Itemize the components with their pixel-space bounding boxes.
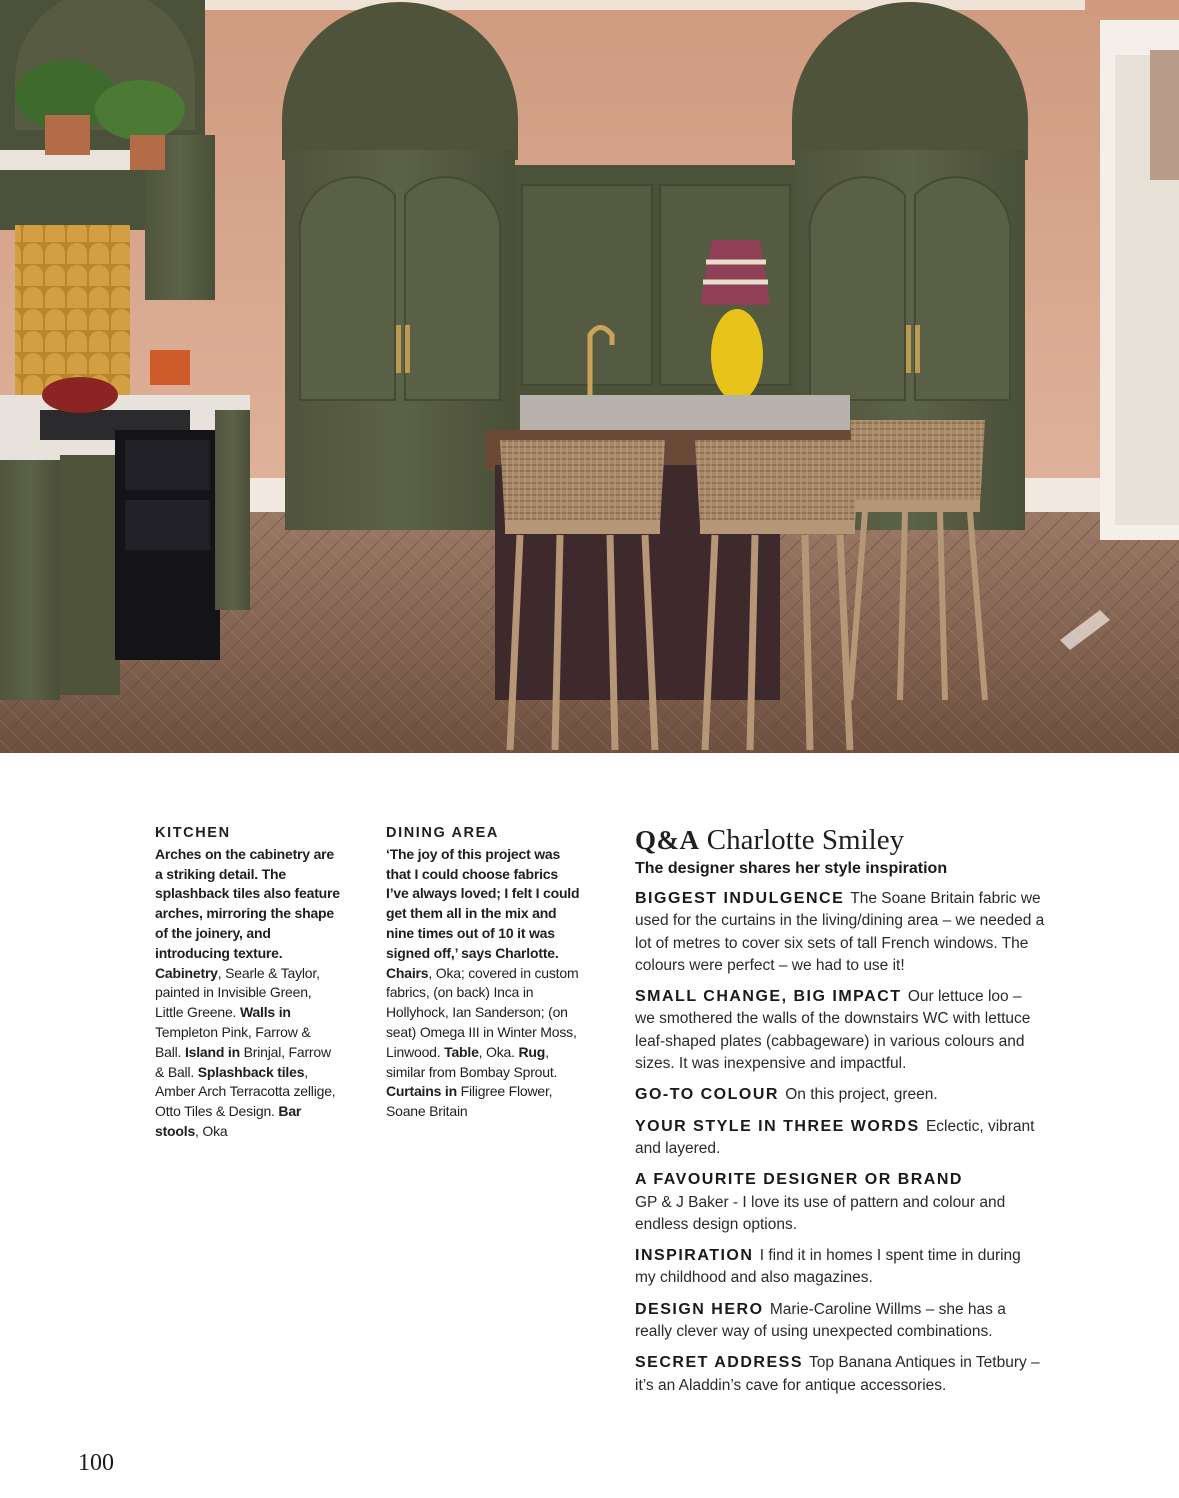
qa-answer: I find it in homes I spent time in during my childhood and also magazines.: [635, 1247, 1021, 1287]
qa-item: [635, 1245, 1045, 1290]
island-text: Brinjal, Farrow & Ball.: [155, 1043, 331, 1080]
curtains-text: Filigree Flower, Soane Britain: [386, 1083, 553, 1120]
kitchen-heading: KITCHEN: [155, 825, 231, 841]
qa-answer: Marie-Caroline Willms – she has a really clever way of using unexpected combinations.: [635, 1300, 1006, 1341]
qa-question: INSPIRATION: [635, 1247, 754, 1265]
qa-question: SECRET ADDRESS: [635, 1354, 803, 1372]
qa-mark: Q&A: [635, 825, 700, 855]
splashback-label: Splashback tiles: [197, 1063, 305, 1080]
qa-question: SMALL CHANGE, BIG IMPACT: [635, 988, 902, 1006]
qa-designer-name: Charlotte Smiley: [706, 824, 905, 856]
island-label: Island in: [184, 1043, 240, 1060]
qa-section: [635, 824, 1045, 1406]
qa-question: GO-TO COLOUR: [635, 1086, 779, 1104]
qa-item: [635, 1084, 1045, 1106]
table-text: , Oka.: [478, 1043, 519, 1060]
page-number: 100: [78, 1450, 114, 1476]
qa-question: DESIGN HERO: [635, 1300, 764, 1318]
chairs-text: , Oka; covered in custom fabrics, (on back) Inca in Hollyhock, Ian Sanderson; (on seat) Omega III in Winter Moss, Linwood.: [386, 964, 579, 1060]
dining-lead: ‘The joy of this project was that I could choose fabrics I’ve always loved; I felt I could get them all in the mix and nine times out of 10 it was signed off,’ says Charlotte.: [386, 845, 580, 961]
qa-answer: GP & J Baker - I love its use of pattern and colour and endless design options.: [635, 1193, 1006, 1233]
rug-label: Rug: [518, 1043, 546, 1060]
qa-answer: Top Banana Antiques in Tetbury – it’s an Aladdin’s cave for antique accessories.: [635, 1354, 1040, 1394]
qa-answer: The Soane Britain fabric we used for the curtains in the living/dining area – we needed a lot of metres to cover six sets of tall French windows. The colours were perfect – we had to use it!: [635, 890, 1045, 974]
qa-question: A FAVOURITE DESIGNER OR BRAND: [635, 1171, 963, 1189]
walls-text: Templeton Pink, Farrow & Ball.: [155, 1023, 311, 1060]
cabinetry-text: , Searle & Taylor, painted in Invisible Green, Little Greene.: [155, 964, 320, 1021]
qa-item: [635, 888, 1045, 977]
splashback-text: , Amber Arch Terracotta zellige, Otto Tiles & Design.: [155, 1063, 336, 1120]
table-label: Table: [444, 1043, 479, 1060]
bar-stools-text: , Oka: [195, 1122, 228, 1139]
qa-subtitle: The designer shares her style inspiration: [635, 860, 948, 877]
chairs-label: Chairs: [386, 964, 429, 981]
rug-text: , similar from Bombay Sprout.: [386, 1043, 558, 1080]
qa-item: [635, 1352, 1045, 1397]
qa-question: BIGGEST INDULGENCE: [635, 890, 845, 907]
qa-item: [635, 986, 1045, 1075]
qa-item: [635, 1116, 1045, 1161]
curtains-label: Curtains in: [386, 1083, 457, 1100]
kitchen-lead: Arches on the cabinetry are a striking detail. The splashback tiles also feature arches, mirroring the shape of the joinery, and introducing texture.: [155, 845, 340, 961]
qa-answer: Our lettuce loo – we smothered the walls of the downstairs WC with lettuce leaf-shaped plates (cabbageware) in various colours and sizes. It was inexpensive and impactful.: [635, 988, 1031, 1073]
bar-stools-label: Bar stools: [155, 1103, 302, 1139]
kitchen-caption: [155, 824, 340, 1142]
qa-item: [635, 1299, 1045, 1344]
qa-question: YOUR STYLE IN THREE WORDS: [635, 1117, 920, 1135]
qa-title: [635, 824, 1045, 856]
qa-answer: Eclectic, vibrant and layered.: [635, 1117, 1035, 1157]
qa-answer: On this project, green.: [785, 1086, 938, 1104]
dining-caption: [386, 824, 581, 1122]
cabinetry-label: Cabinetry: [155, 964, 218, 981]
dining-heading: DINING AREA: [386, 825, 499, 841]
walls-label: Walls in: [239, 1004, 291, 1021]
qa-item: [635, 1169, 1045, 1236]
